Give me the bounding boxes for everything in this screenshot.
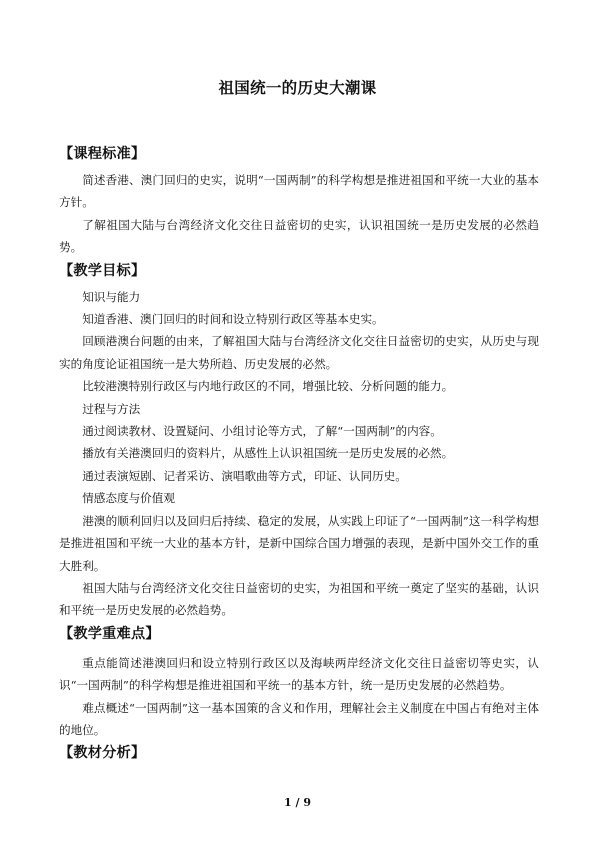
subheading-knowledge: 知识与能力 xyxy=(82,289,141,304)
document-body xyxy=(59,143,539,768)
section-heading-teaching-goals: 【教学目标】 xyxy=(59,262,146,279)
paragraph: 通过表演短剧、记者采访、演唱歌曲等方式，印证、认同历史。 xyxy=(82,468,407,483)
paragraph: 了解祖国大陆与台湾经济文化交往日益密切的史实，认识祖国统一是历史发展的必然趋势。 xyxy=(59,217,539,255)
subheading-process: 过程与方法 xyxy=(82,401,141,416)
page-number: 1 / 9 xyxy=(284,796,311,809)
subheading-attitude: 情感态度与价值观 xyxy=(82,491,175,506)
document-title: 祖国统一的历史大潮课 xyxy=(218,79,377,97)
paragraph: 港澳的顺利回归以及回归后持续、稳定的发展，从实践上印证了“一国两制”这一科学构想是推进祖国和平统一大业的基本方针，是新中国综合国力增强的表现，是新中国外交工作的重大胜利。 xyxy=(59,513,539,573)
paragraph: 知道香港、澳门回归的时间和设立特别行政区等基本史实。 xyxy=(82,312,384,327)
section-heading-course-standard: 【课程标准】 xyxy=(59,146,146,162)
paragraph: 通过阅读教材、设置疑问、小组讨论等方式，了解“一国两制”的内容。 xyxy=(82,424,442,439)
paragraph: 比较港澳特别行政区与内地行政区的不同，增强比较、分析问题的能力。 xyxy=(82,379,454,394)
paragraph: 播放有关港澳回归的资料片，从感性上认识祖国统一是历史发展的必然。 xyxy=(82,446,454,461)
section-heading-material-analysis: 【教材分析】 xyxy=(59,745,146,762)
section-heading-key-points: 【教学重难点】 xyxy=(59,625,160,642)
paragraph: 祖国大陆与台湾经济文化交往日益密切的史实，为祖国和平统一奠定了坚实的基础，认识和平统一是历史发展的必然趋势。 xyxy=(59,580,539,618)
paragraph: 重点能简述港澳回归和设立特别行政区以及海峡两岸经济文化交往日益密切等史实，认识“一国两制”的科学构想是推进祖国和平统一的基本方针，统一是历史发展的必然趋势。 xyxy=(59,655,539,693)
paragraph: 回顾港澳台问题的由来，了解祖国大陆与台湾经济文化交往日益密切的史实，从历史与现实的角度论证祖国统一是大势所趋、历史发展的必然。 xyxy=(59,334,539,371)
paragraph: 难点概述“一国两制”这一基本国策的含义和作用，理解社会主义制度在中国占有绝对主体的地位。 xyxy=(59,700,539,737)
paragraph: 简述香港、澳门回归的史实，说明“一国两制”的科学构想是推进祖国和平统一大业的基本方针。 xyxy=(59,173,539,210)
